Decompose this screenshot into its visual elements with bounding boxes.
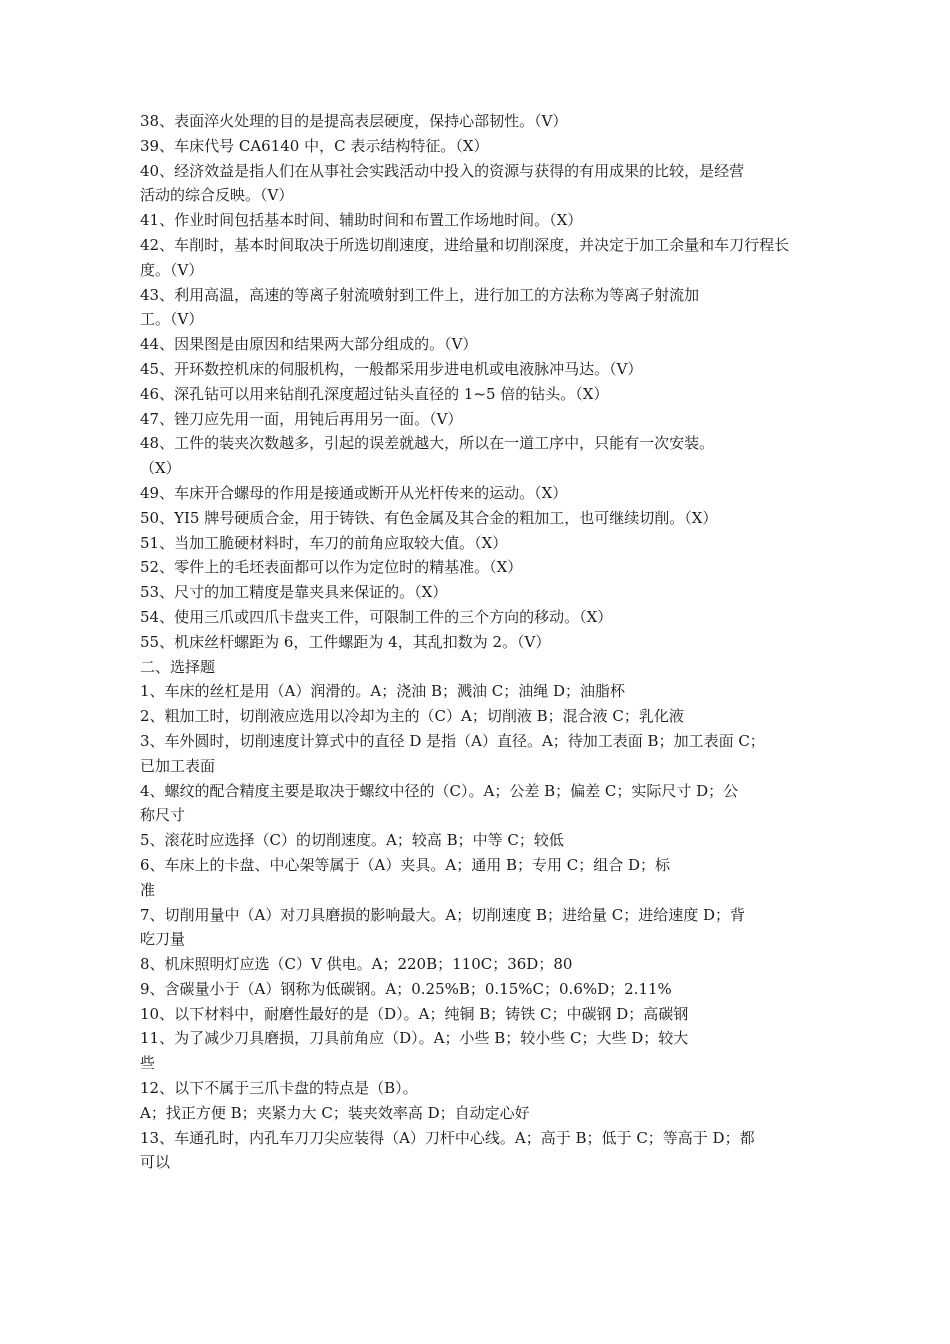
text-line: 46、深孔钻可以用来钻削孔深度超过钻头直径的 1~5 倍的钻头。（X）: [140, 384, 609, 403]
text-line: 41、作业时间包括基本时间、辅助时间和布置工作场地时间。（X）: [140, 211, 583, 230]
text-line: 13、车通孔时，内孔车刀刀尖应装得（A）刀杆中心线。A；高于 B；低于 C；等高于 D；都: [140, 1128, 755, 1147]
text-line: 55、机床丝杆螺距为 6，工件螺距为 4，其乱扣数为 2。（V）: [140, 632, 551, 651]
text-line: 些: [140, 1054, 156, 1073]
text-line: 47、锉刀应先用一面，用钝后再用另一面。（V）: [140, 409, 463, 428]
text-line: 8、机床照明灯应选（C）V 供电。A；220B；110C；36D；80: [140, 955, 573, 974]
text-line: 吃刀量: [140, 930, 186, 949]
text-line: 53、尺寸的加工精度是靠夹具来保证的。（X）: [140, 583, 448, 602]
text-line: 6、车床上的卡盘、中心架等属于（A）夹具。A；通用 B；专用 C；组合 D；标: [140, 855, 671, 874]
text-line: 48、工件的装夹次数越多，引起的误差就越大，所以在一道工序中，只能有一次安装。: [140, 434, 715, 453]
text-line: 45、开环数控机床的伺服机构，一般都采用步进电机或电液脉冲马达。（V）: [140, 359, 643, 378]
text-line: 39、车床代号 CA6140 中，C 表示结构特征。（X）: [140, 136, 489, 155]
text-line: （X）: [140, 459, 181, 478]
text-line: A；找正方便 B；夹紧力大 C；装夹效率高 D；自动定心好: [140, 1103, 530, 1122]
text-line: 4、螺纹的配合精度主要是取决于螺纹中径的（C）。A；公差 B；偏差 C；实际尺寸 D；公: [140, 781, 739, 800]
text-line: 3、车外圆时，切削速度计算式中的直径 D 是指（A）直径。A；待加工表面 B；加工表面 C；: [140, 731, 765, 750]
document-page: [140, 109, 830, 1175]
text-line: 度。（V）: [140, 260, 204, 279]
text-line: 12、以下不属于三爪卡盘的特点是（B）。: [140, 1079, 418, 1098]
text-line: 1、车床的丝杠是用（A）润滑的。A；浇油 B；溅油 C；油绳 D；油脂杯: [140, 682, 626, 701]
text-line: 可以: [140, 1153, 171, 1172]
text-line: 51、当加工脆硬材料时，车刀的前角应取较大值。（X）: [140, 533, 508, 552]
text-line: 38、表面淬火处理的目的是提高表层硬度，保持心部韧性。（V）: [140, 112, 568, 130]
text-line: 52、零件上的毛坯表面都可以作为定位时的精基准。（X）: [140, 558, 523, 577]
text-line: 二、选择题: [140, 657, 216, 676]
text-line: 50、YI5 牌号硬质合金，用于铸铁、有色金属及其合金的粗加工，也可继续切削。（X）: [140, 508, 718, 527]
text-line: 11、为了减少刀具磨损，刀具前角应（D）。A；小些 B；较小些 C；大些 D；较大: [140, 1029, 689, 1048]
text-line: 称尺寸: [140, 806, 186, 825]
text-line: 54、使用三爪或四爪卡盘夹工件，可限制工件的三个方向的移动。（X）: [140, 607, 613, 626]
text-line: 2、粗加工时，切削液应选用以冷却为主的（C）A；切削液 B；混合液 C；乳化液: [140, 707, 684, 726]
text-line: 49、车床开合螺母的作用是接通或断开从光杆传来的运动。（X）: [140, 483, 568, 502]
text-line: 40、经济效益是指人们在从事社会实践活动中投入的资源与获得的有用成果的比较，是经营: [140, 161, 745, 180]
text-line: 10、以下材料中，耐磨性最好的是（D）。A；纯铜 B；铸铁 C；中碳钢 D；高碳钢: [140, 1004, 689, 1023]
text-line: 9、含碳量小于（A）钢称为低碳钢。A；0.25%B；0.15%C；0.6%D；2.11%: [140, 979, 672, 998]
text-line: 5、滚花时应选择（C）的切削速度。A；较高 B；中等 C；较低: [140, 831, 564, 850]
text-line: 已加工表面: [140, 756, 216, 775]
text-line: 准: [140, 880, 156, 899]
text-line: 42、车削时，基本时间取决于所选切削速度，进给量和切削深度，并决定于加工余量和车刀行程长: [140, 235, 790, 254]
text-line: 43、利用高温，高速的等离子射流喷射到工件上，进行加工的方法称为等离子射流加: [140, 285, 700, 304]
text-line: 7、切削用量中（A）对刀具磨损的影响最大。A；切削速度 B；进给量 C；进给速度 D；背: [140, 905, 746, 924]
text-line: 44、因果图是由原因和结果两大部分组成的。（V）: [140, 335, 478, 354]
text-line: 活动的综合反映。（V）: [140, 186, 294, 205]
text-line: 工。（V）: [140, 310, 204, 329]
